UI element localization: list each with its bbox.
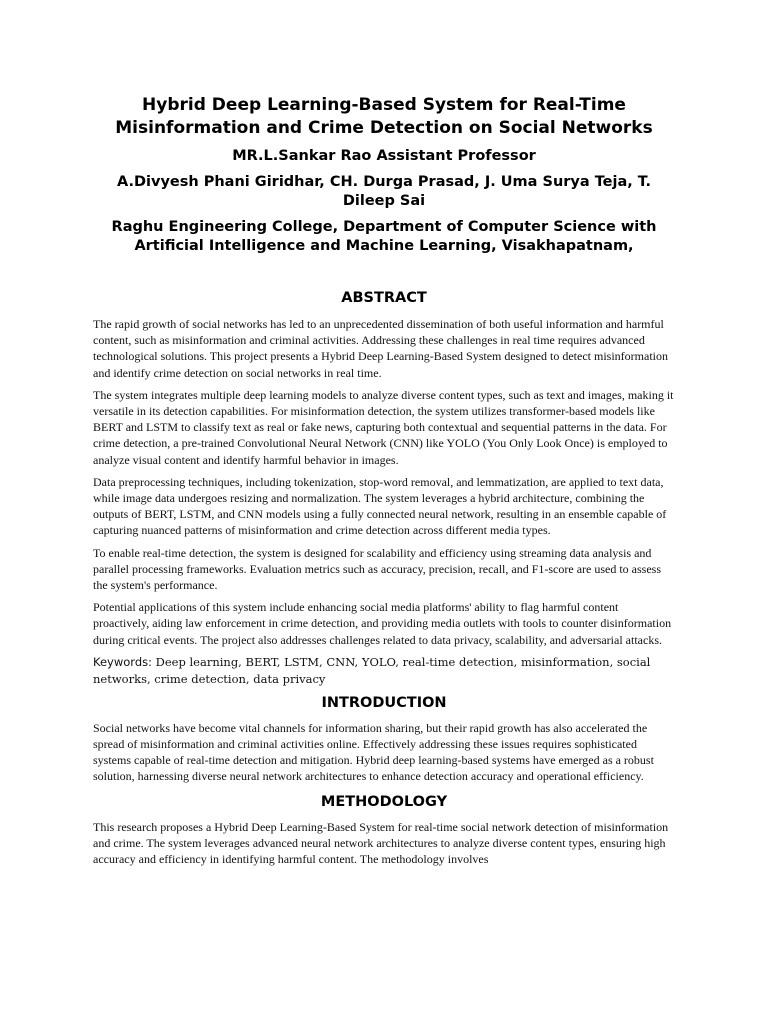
abstract-paragraph-2: The system integrates multiple deep learning models to analyze diverse content types, such as text and images, making it versatile in its detection capabilities. For misinformation detection, the system utilizes transformer-based models like BERT and LSTM to classify text as real or fake news, capturing both contextual and sequential patterns in the data. For crime detection, a pre-trained Convolutional Neural Network (CNN) like YOLO (You Only Look Once) is employed to analyze visual content and identify harmful behavior in images. — [93, 387, 674, 467]
introduction-heading: INTRODUCTION — [321, 694, 447, 711]
supervisor-line: MR.L.Sankar Rao Assistant Professor — [232, 148, 536, 164]
authors-line: A.Divyesh Phani Giridhar, CH. Durga Prasad, J. Uma Surya Teja, T. Dileep Sai — [116, 174, 652, 209]
abstract-paragraph-5: Potential applications of this system include enhancing social media platforms' ability to flag harmful content proactively, aiding law enforcement in crime detection, and providing media outlets with tools to counter disinformation during critical events. The project also addresses challenges related to data privacy, scalability, and adversarial attacks. — [93, 600, 672, 647]
abstract-paragraph-4: To enable real-time detection, the system is designed for scalability and efficiency using streaming data analysis and parallel processing frameworks. Evaluation metrics such as accuracy, precision, recall, and F1-score are used to assess the system's performance. — [93, 545, 662, 593]
abstract-heading: ABSTRACT — [341, 290, 427, 306]
methodology-paragraph: This research proposes a Hybrid Deep Learning-Based System for real-time social network detection of misinformation and crime. The system leverages advanced neural network architectures to analyze diverse content types, ensuring high accuracy and efficiency in identifying harmful content. The methodology involves — [93, 819, 669, 867]
abstract-paragraph-1: The rapid growth of social networks has led to an unprecedented dissemination of both useful information and harmful content, such as misinformation and criminal activities. Addressing these challenges in real time requires advanced technological solutions. This project presents a Hybrid Deep Learning-Based System designed to detect misinformation and identify crime detection on social networks in real time. — [93, 317, 668, 380]
introduction-paragraph: Social networks have become vital channels for information sharing, but their rapid growth has also accelerated the spread of misinformation and criminal activities online. Effectively addressing these issues requires sophisticated systems capable of real-time detection and mitigation. Hybrid deep learning-based systems have emerged as a robust solution, harnessing diverse neural network architectures to enhance detection accuracy and operational efficiency. — [93, 720, 654, 784]
keywords-list: Deep learning, BERT, LSTM, CNN, YOLO, real-time detection, misinformation, social networks, crime detection, data privacy — [93, 654, 651, 686]
affiliation-line: Raghu Engineering College, Department of Computer Science with Artificial Intelligence and Machine Learning, Visakhapatnam, — [111, 219, 657, 254]
keywords-line — [93, 654, 675, 688]
paper-title: Hybrid Deep Learning-Based System for Real-Time Misinformation and Crime Detection on Social Networks — [115, 95, 653, 138]
paper-page — [93, 94, 675, 873]
keywords-label: Keywords: — [93, 654, 152, 669]
abstract-paragraph-3: Data preprocessing techniques, including tokenization, stop-word removal, and lemmatization, are applied to text data, while image data undergoes resizing and normalization. The system leverages a hybrid architecture, combining the outputs of BERT, LSTM, and CNN models using a fully connected neural network, resulting in an ensemble capable of capturing nuanced patterns of misinformation and crime detection across different media types. — [93, 474, 667, 538]
methodology-heading: METHODOLOGY — [320, 793, 448, 810]
